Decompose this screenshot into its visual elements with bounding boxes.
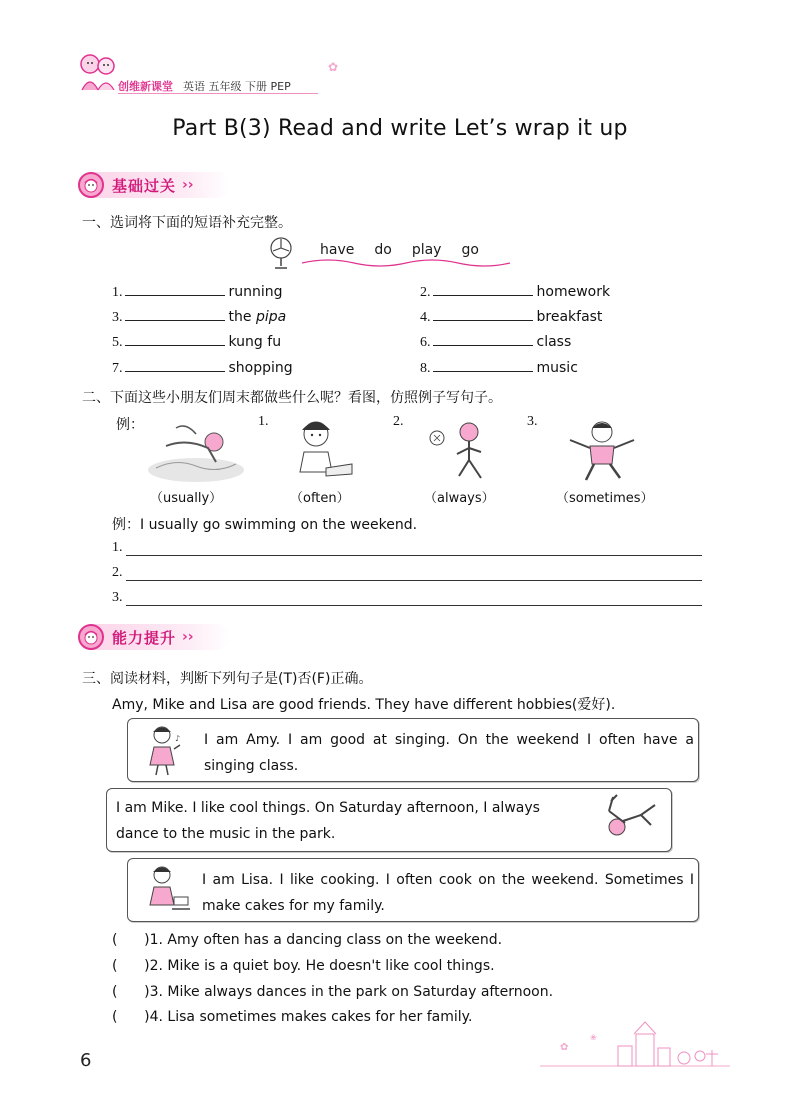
- page-number: 6: [80, 1050, 92, 1071]
- answer-blank[interactable]: [433, 306, 533, 321]
- page-title: Part B(3) Read and write Let’s wrap it up: [172, 116, 628, 141]
- phrase-item-7: [112, 357, 293, 377]
- phrase-item-1: [112, 281, 283, 301]
- hint-usually: （usually）: [150, 491, 223, 506]
- word-bank: [320, 242, 499, 258]
- word-bank-item: go: [461, 242, 479, 258]
- word-bank-item: have: [320, 242, 355, 258]
- item-number: 4.: [420, 310, 431, 325]
- header-text: [118, 78, 291, 94]
- item-number: 8.: [420, 361, 431, 376]
- part3-intro: Amy, Mike and Lisa are good friends. They have different hobbies(爱好).: [112, 697, 616, 713]
- lisa-cooking-picture: [142, 863, 192, 921]
- answer-line-1[interactable]: [126, 555, 702, 556]
- answer-blank[interactable]: [125, 357, 225, 372]
- statement-1: [112, 932, 502, 948]
- part3-instruction: 三、阅读材料，判断下列句子是(T)否(F)正确。: [82, 671, 373, 687]
- part1-instruction: 一、选词将下面的短语补充完整。: [82, 215, 292, 231]
- header-rule: [118, 93, 318, 94]
- phrase-item-5: [112, 331, 281, 351]
- phrase-text: shopping: [228, 360, 293, 376]
- answer-paren[interactable]: ( ): [112, 984, 150, 1000]
- mike-dancing-picture: [601, 791, 661, 853]
- answer-line-2[interactable]: [126, 580, 702, 581]
- lisa-card: [127, 858, 699, 922]
- swimming-picture: [146, 418, 246, 488]
- phrase-item-8: [420, 357, 578, 377]
- answer-paren[interactable]: ( ): [112, 958, 150, 974]
- chevron-right-icon: ››: [182, 629, 194, 645]
- statement-text: 4. Lisa sometimes makes cakes for her family.: [149, 1009, 473, 1025]
- answer-blank[interactable]: [433, 281, 533, 296]
- statement-4: [112, 1009, 472, 1025]
- mike-text: I am Mike. I like cool things. On Saturday afternoon, I always dance to the music in the park.: [116, 800, 540, 842]
- answer-blank[interactable]: [125, 306, 225, 321]
- phrase-text: music: [536, 360, 578, 376]
- answer-blank[interactable]: [125, 331, 225, 346]
- answer-line-number-3: 3.: [112, 590, 123, 605]
- lisa-text: I am Lisa. I like cooking. I often cook on the weekend. Sometimes I make cakes for my family.: [202, 872, 694, 914]
- amy-singing-picture: [144, 723, 184, 781]
- section-banner-basic: [80, 172, 230, 198]
- phrase-text: class: [536, 334, 572, 350]
- phrase-item-6: [420, 331, 571, 351]
- hint-often: （often）: [290, 491, 350, 506]
- item-number: 3.: [112, 310, 123, 325]
- phrase-text: pipa: [255, 309, 287, 325]
- phrase-text: kung fu: [228, 334, 282, 350]
- word-bank-item: play: [411, 242, 442, 258]
- word-bank-item: do: [374, 242, 392, 258]
- picture-label-1: 1.: [258, 414, 269, 429]
- statement-text: 1. Amy often has a dancing class on the weekend.: [149, 932, 503, 948]
- example-sentence: 例：I usually go swimming on the weekend.: [112, 517, 418, 533]
- hint-sometimes: （sometimes）: [556, 491, 654, 506]
- section-label-ability: 能力提升: [112, 628, 177, 647]
- header-brand: 创维新课堂: [118, 80, 173, 93]
- item-number: 2.: [420, 285, 431, 300]
- reading-girl-picture: [286, 416, 356, 488]
- hint-always: （always）: [424, 491, 495, 506]
- star-icon: ✿: [328, 60, 339, 74]
- statement-text: 3. Mike always dances in the park on Saturday afternoon.: [149, 984, 554, 1000]
- svg-text:♪: ♪: [175, 734, 181, 743]
- answer-line-3[interactable]: [126, 605, 702, 606]
- part2-instruction: 二、下面这些小朋友们周末都做些什么呢？看图，仿照例子写句子。: [82, 390, 502, 406]
- answer-line-number-2: 2.: [112, 565, 123, 580]
- amy-text: I am Amy. I am good at singing. On the weekend I often have a singing class.: [204, 732, 694, 774]
- phrase-item-3: [112, 306, 286, 326]
- item-number: 1.: [112, 285, 123, 300]
- answer-blank[interactable]: [125, 281, 225, 296]
- girl-face-icon: [78, 172, 104, 198]
- svg-text:✿: ✿: [560, 1042, 569, 1053]
- phrase-text: running: [228, 284, 283, 300]
- castle-decoration-icon: [540, 1020, 730, 1074]
- picture-label-2: 2.: [393, 414, 404, 429]
- phrase-text: homework: [536, 284, 611, 300]
- statement-text: 2. Mike is a quiet boy. He doesn't like cool things.: [149, 958, 495, 974]
- phrase-text: breakfast: [536, 309, 603, 325]
- kungfu-boy-picture: [562, 418, 642, 488]
- svg-text:❀: ❀: [590, 1033, 597, 1042]
- mike-card: [106, 788, 672, 852]
- chevron-right-icon: ››: [182, 177, 194, 193]
- item-number: 6.: [420, 335, 431, 350]
- answer-paren[interactable]: ( ): [112, 932, 150, 948]
- picture-label-3: 3.: [527, 414, 538, 429]
- fan-icon: [268, 236, 294, 274]
- section-banner-ability: [80, 624, 230, 650]
- phrase-item-2: [420, 281, 610, 301]
- statement-2: [112, 958, 495, 974]
- header-info: 英语 五年级 下册 PEP: [183, 80, 291, 93]
- football-boy-picture: [425, 420, 495, 488]
- girl-face-icon: [78, 624, 104, 650]
- header-logo: [76, 50, 120, 96]
- answer-blank[interactable]: [433, 331, 533, 346]
- answer-blank[interactable]: [433, 357, 533, 372]
- answer-line-number-1: 1.: [112, 540, 123, 555]
- item-number: 5.: [112, 335, 123, 350]
- item-number: 7.: [112, 361, 123, 376]
- amy-card: [127, 718, 699, 782]
- phrase-prefix: the: [228, 309, 256, 325]
- statement-3: [112, 984, 553, 1000]
- picture-label-example: 例：: [116, 418, 144, 433]
- phrase-item-4: [420, 306, 602, 326]
- answer-paren[interactable]: ( ): [112, 1009, 150, 1025]
- section-label-basic: 基础过关: [112, 176, 177, 195]
